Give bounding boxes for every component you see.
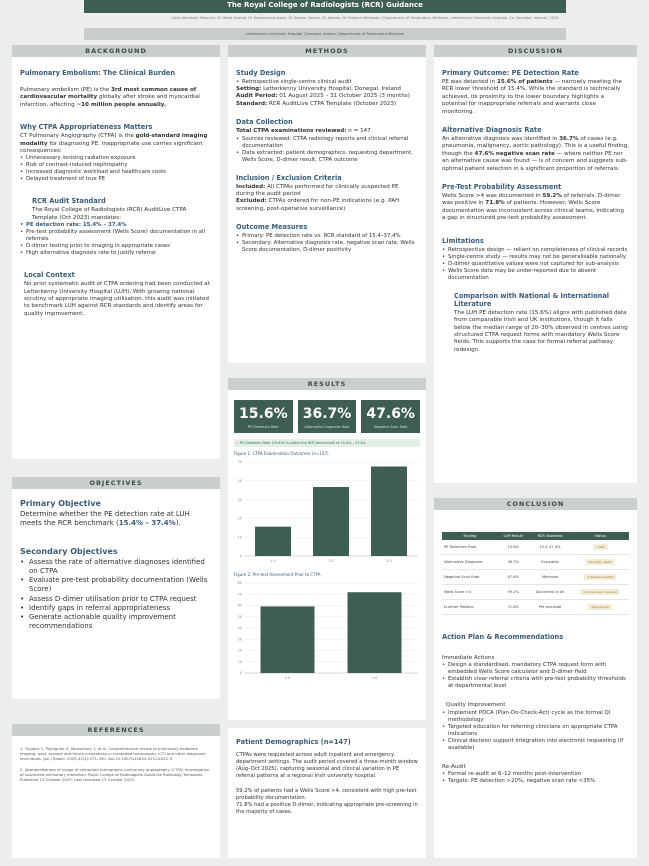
primary-outcome-text: PE was detected in 15.6% of patients — narrowly meeting the RCR lower threshold of 15.4%. While the standard is technically achieved, its proximity to the lower boundary highlights a potential for inappropriate referrals and warrants close monitoring. [442, 79, 622, 115]
list-item: • Sources reviewed: CTPA radiology reports and clinical referral documentation [236, 136, 418, 150]
column-header: RCR Standard [529, 532, 572, 540]
outcome-measures-title: Outcome Measures [236, 223, 308, 232]
author-line: Clerk Abimbola Fabunmi, Dr Aftab Ahmad, Dr Muhammad Aqeel, Dr Zaheer Qamar, Dr Adeola, Dr Faheem Mehboob | Department of Respiratory Medicine, Letterkenny University Hospital, Co. Donegal, Ireland | 2025 [171, 16, 559, 20]
excluded-line: Excluded: CTPAs ordered for non-PE indications (e.g. PAH screening, post-operative surveillance) [236, 198, 400, 212]
table-cell [571, 600, 629, 615]
table-cell: 36.7% [498, 555, 529, 570]
x-tick-label: 2.0 [371, 676, 378, 680]
table-cell: PE Detection Rate [442, 540, 498, 555]
table-row [442, 570, 629, 585]
y-tick-label: 10 [237, 535, 242, 540]
benchmark-note: ✓ PE Detection Rate (15.6%) is within the RCR benchmark of 15.4% – 37.4% [234, 439, 420, 447]
background-heading: BACKGROUND [12, 45, 220, 57]
ctpa-matters-title: Why CTPA Appropriateness Matters [20, 123, 153, 132]
references-panel [12, 724, 220, 858]
comparison-title: Comparison with National & International Literature [454, 291, 610, 308]
y-tick-label: 70 [237, 592, 242, 597]
table-row [442, 600, 629, 615]
discussion-heading: DISCUSSION [434, 45, 637, 57]
y-tick-label: 50 [237, 614, 242, 619]
limitations-list [442, 247, 629, 282]
alt-diagnosis-stat [298, 400, 357, 433]
figure2-title: Figure 2: Pre-test Assessment Prior to CTPA [234, 572, 321, 577]
list-item: • Evaluate pre-test probability documentation (Wells Score) [20, 576, 212, 594]
bar [261, 606, 315, 673]
table-cell [571, 585, 629, 600]
table-cell: 15.6% [498, 540, 529, 555]
column-header: Finding [442, 532, 498, 540]
alt-diagnosis-text: An alternative diagnosis was identified in 36.7% of cases (e.g. pneumonia, malignancy, aortic pathology). This is a useful finding, though the 47.6% negative scan rate — where neither PE nor an alternative cause was found — is of concern and suggests sub-optimal patient selection in a significant proportion of referrals. [442, 136, 629, 172]
list-item: • Secondary: Alternative diagnosis rate, negative scan rate, Wells Score documentation, D-dimer positivity [236, 240, 418, 254]
table-cell: 47.6% [498, 570, 529, 585]
figure1-title: Figure 1: CTPA Examination Outcomes (n=147) [234, 451, 329, 456]
y-tick-label: 30 [237, 497, 242, 502]
burden-text: Pulmonary embolism (PE) is the 3rd most common cause of cardiovascular mortality globally after stroke and myocardial infarction, affecting ~10 million people annually. [20, 87, 200, 108]
stat-label: PE Detection Rate [248, 425, 279, 429]
pretest-text: Wells Score >4 was documented in 59.2% of referrals. D-dimer was positive in 71.8% of patients. However, Wells Score documentation was inconsistent across clinical teams, indicating a gap in structured pre-test probability assessment. [442, 193, 624, 222]
conclusion-heading: CONCLUSION [434, 498, 637, 510]
data-collection-title: Data Collection [236, 118, 293, 127]
bar [313, 487, 349, 556]
list-item: • Wells Score data may be under-reported due to absent documentation [442, 268, 629, 282]
table-cell: Minimise [529, 570, 572, 585]
status-badge: Clinically useful [585, 559, 614, 565]
negative-scan-stat [361, 400, 420, 433]
table-cell [571, 555, 629, 570]
qi-list [442, 710, 629, 752]
references-heading: REFERENCES [12, 724, 220, 736]
objectives-heading: OBJECTIVES [12, 477, 220, 489]
inclusion-title: Inclusion / Exclusion Criteria [236, 173, 342, 182]
list-item: • Targets: PE detection >20%, negative scan rate <35% [442, 778, 629, 785]
list-item: • D-dimer quantitative values were not captured for sub-analysis [442, 261, 629, 268]
stat-value: 15.6% [239, 406, 288, 422]
conclusion-table [442, 532, 629, 615]
list-item: • Data extracted: patient demographics, requesting department, Wells Score, D-dimer result, CTPA outcome [236, 150, 418, 164]
local-context-text: No prior systematic audit of CTPA ordering had been conducted at Letterkenny University Hospital (LUH). With growing national scrutiny of appropriate imaging utilisation, this audit was initiated to benchmark LUH against RCR standards and identify areas for quality improvement. [24, 281, 210, 317]
status-badge: Improvement required [580, 589, 620, 595]
demographics-panel [228, 728, 426, 858]
y-tick-label: 20 [237, 516, 242, 521]
list-item: • Retrospective design — reliant on completeness of clinical records [442, 247, 629, 254]
alt-diagnosis-title: Alternative Diagnosis Rate [442, 126, 542, 135]
bar [255, 527, 291, 556]
poster-title: The Royal College of Radiologists (RCR) Guidance [84, 0, 566, 13]
status-badge: ⚠ Review needed [584, 574, 617, 580]
primary-outcome-title: Primary Outcome: PE Detection Rate [442, 69, 579, 77]
list-item: • High alternative diagnosis rate to justify referral [20, 250, 212, 257]
list-item: • Targeted education for referring clinicians on appropriate CTPA indications [442, 724, 629, 738]
list-item: • Delayed treatment of true PE [20, 176, 212, 183]
institution-strip: Letterkenny University Hospital | Donegal, Ireland | Department of Respiratory Medicine [84, 28, 566, 40]
x-tick-label: 2.0 [328, 559, 334, 563]
total-ctpa-line: Total CTPA examinations reviewed: n = 147 [236, 128, 371, 135]
table-header-row [442, 532, 629, 540]
objectives-panel [12, 477, 220, 699]
rcr-standard-title: RCR Audit Standard [32, 197, 106, 206]
figure1-chart [228, 456, 426, 568]
conclusion-panel [434, 498, 637, 858]
table-cell: Wells Score >4 [442, 585, 498, 600]
list-item: • Establish clear referral criteria with pre-test probability thresholds at departmental level [442, 676, 629, 690]
results-panel [228, 378, 426, 720]
background-panel [12, 45, 220, 459]
x-tick-label: 3.0 [386, 559, 392, 563]
list-item: • Primary: PE detection rate vs. RCR standard of 15.4–37.4% [236, 233, 418, 240]
immediate-actions-title: Immediate Actions [442, 655, 495, 661]
qi-title: Quality Improvement [446, 702, 506, 709]
y-tick-label: 20 [237, 648, 242, 653]
demographics-text: CTPAs were requested across adult inpatient and emergency department settings. The audit period covered a three-month window (Aug–Oct 2025), capturing seasonal and clinical variation in PE referral patterns at a regional Irish university hospital. [236, 752, 418, 779]
table-row [442, 540, 629, 555]
methods-panel [228, 45, 426, 363]
list-item: • D-dimer testing prior to imaging in appropriate cases [20, 243, 212, 250]
table-cell: Favorable [529, 555, 572, 570]
action-plan-title: Action Plan & Recommendations [442, 633, 564, 641]
demographics-title: Patient Demographics (n=147) [236, 738, 351, 746]
list-item: • Assess D-dimer utilisation prior to CTPA request [20, 595, 212, 604]
list-item: • Retrospective single-centre clinical audit [236, 79, 418, 86]
primary-objective-title: Primary Objective [20, 499, 101, 508]
list-item: • Implement PDCA (Plan-Do-Check-Act) cycle as the formal QI methodology [442, 710, 629, 724]
list-item: • Formal re-audit at 6–12 months post-intervention [442, 771, 629, 778]
results-heading: RESULTS [228, 378, 426, 390]
immediate-actions-list [442, 662, 629, 690]
stat-label: Alternative Diagnosis Rate [304, 425, 350, 429]
setting-line: Setting: Letterkenny University Hospital, Donegal, Ireland [236, 86, 401, 92]
ctpa-matters-text: CT Pulmonary Angiography (CTPA) is the gold-standard imaging modality for diagnosing PE. Inappropriate use carries significant consequences: [20, 133, 208, 155]
table-row [442, 585, 629, 600]
study-design-title: Study Design [236, 69, 286, 77]
table-cell: Alternative Diagnosis [442, 555, 498, 570]
table-cell: 71.8% [498, 600, 529, 615]
rcr-standard-text: The Royal College of Radiologists (RCR) AuditLive CTPA Template (Oct 2023) mandates: [32, 207, 187, 221]
ddimer-finding: 71.8% had a positive D-dimer, indicating appropriate pre-screening in the majority of cases. [236, 802, 418, 815]
list-item: • PE detection rate: 15.4% – 37.4% [20, 222, 212, 229]
x-tick-label: 1.0 [270, 559, 276, 563]
methods-heading: METHODS [228, 45, 426, 57]
stat-value: 36.7% [302, 406, 352, 422]
primary-objective-text: Determine whether the PE detection rate at LUH meets the RCR benchmark (15.4% – 37.4%). [20, 510, 190, 528]
outcome-measures-list [236, 233, 418, 254]
y-tick-label: 0 [239, 554, 242, 559]
table-cell [571, 540, 629, 555]
list-item: • Generate actionable quality improvement recommendations [20, 613, 212, 631]
bar [371, 467, 407, 556]
list-item: • Unnecessary ionising radiation exposure [20, 155, 212, 162]
list-item: • Risk of contrast-induced nephropathy [20, 162, 212, 169]
column-header: LUH Result [498, 532, 529, 540]
comparison-text: The LUH PE detection rate (15.6%) aligns with published data from comparable Irish and UK institutions, though it falls below the median range of 20–30% observed in centres using structured CTPA request forms with mandatory Wells Score fields. This supports the case for formal referral pathway redesign. [454, 309, 628, 353]
secondary-objectives-list [20, 558, 212, 632]
y-tick-label: 40 [237, 479, 242, 483]
standard-line: Standard: RCR AuditLive CTPA Template (October 2023) [236, 100, 397, 107]
column-header: Status [571, 532, 629, 540]
consequences-list [20, 155, 212, 183]
y-tick-label: 80 [237, 581, 242, 586]
table-cell [571, 570, 629, 585]
stat-label: Negative Scan Rate [373, 425, 408, 429]
y-tick-label: 10 [237, 659, 242, 664]
list-item: • Assess the rate of alternative diagnoses identified on CTPA [20, 558, 212, 576]
local-context-title: Local Context [24, 271, 75, 280]
x-tick-label: 1.0 [284, 676, 291, 680]
study-design-list [236, 79, 418, 86]
list-item: • Single-centre study — results may not be generalisable nationally [442, 254, 629, 261]
table-cell: Pre-requisite [529, 600, 572, 615]
list-item: • Identify gaps in referral appropriateness [20, 604, 212, 613]
status-badge: Appropriate [588, 604, 612, 610]
reaudit-list [442, 771, 629, 785]
secondary-objectives-title: Secondary Objectives [20, 546, 118, 556]
pretest-title: Pre-Test Probability Assessment [442, 183, 562, 192]
burden-title: Pulmonary Embolism: The Clinical Burden [20, 69, 176, 77]
table-cell: D-dimer Positive [442, 600, 498, 615]
reference-item: 1. Trygqvil 1, Pullegrino G, Monacilary 1, et al. Comprehensive review of pulmonary embolism imaging: past, present and future innovations in computed tomography (CT) and other diagnostic techniques. Jpn J Radiol. 2025;43(3):375–390. doi:10.1007/s11604-025-01812-9 [20, 746, 207, 761]
y-tick-label: 0 [239, 671, 242, 676]
pe-detection-stat [234, 400, 293, 433]
table-cell: 59.2% [498, 585, 529, 600]
y-tick-label: 60 [237, 603, 242, 608]
list-item: • Design a standardised, mandatory CTPA request form with embedded Wells Score calculator and D-dimer field [442, 662, 629, 676]
status-badge: ✓ Met [593, 544, 608, 550]
included-line: Included: All CTPAs performed for clinically suspected PE during the audit period [236, 183, 399, 198]
y-tick-label: 30 [237, 637, 242, 642]
list-item: • Pre-test probability assessment (Wells Score) documentation in all referrals [20, 229, 212, 243]
reference-item: 2. Appropriateness of usage of computed tomography pulmonary angiography (CTPA) investigation of suspected pulmonary embolism. Royal College of Radiologists AuditLive Radiology Templates. Published 13 October 2023. Last reviewed 13 October 2023. [20, 767, 210, 782]
rcr-standard-list [20, 222, 212, 257]
stat-cards [228, 390, 426, 437]
y-tick-label: 50 [237, 460, 242, 465]
audit-period-line: Audit Period: 01 August 2025 – 31 October 2025 (3 months) [236, 93, 410, 100]
stat-value: 47.6% [366, 406, 415, 422]
list-item: • Increased diagnostic workload and healthcare costs [20, 169, 212, 176]
table-cell: Negative Scan Rate [442, 570, 498, 585]
y-tick-label: 40 [237, 626, 242, 631]
wells-finding: 59.2% of patients had a Wells Score >4, consistent with high pre-test probability documentation. [236, 788, 417, 801]
limitations-title: Limitations [442, 236, 484, 245]
table-cell: 15.4–37.4% [529, 540, 572, 555]
figure2-chart [228, 577, 426, 685]
table-row [442, 555, 629, 570]
bar [348, 592, 402, 673]
data-collection-list [236, 136, 418, 164]
reaudit-title: Re-Audit [442, 763, 466, 770]
list-item: • Clinical decision support integration into electronic requesting (if available) [442, 738, 629, 752]
table-cell: Document in all [529, 585, 572, 600]
discussion-panel [434, 45, 637, 483]
